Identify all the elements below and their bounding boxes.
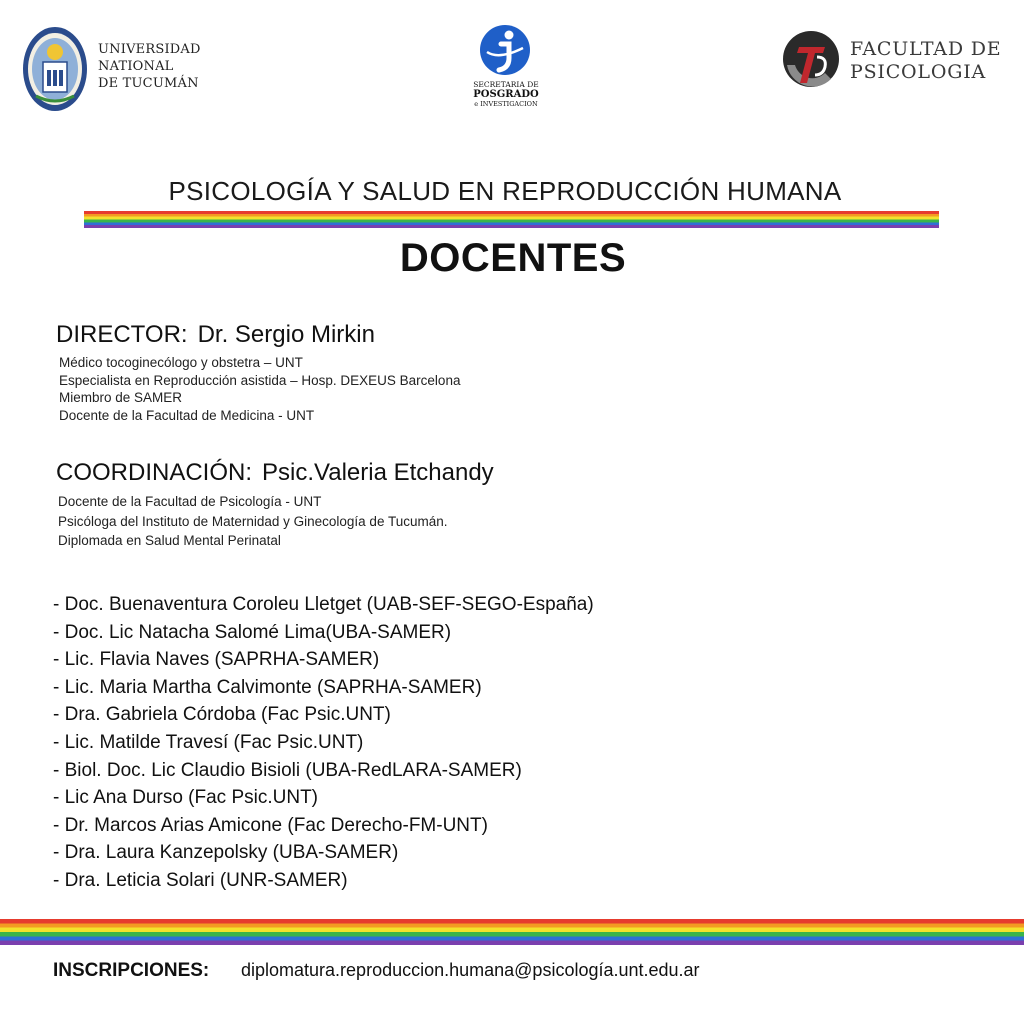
psicologia-name <box>850 38 1001 84</box>
teacher-item: - Lic. Maria Martha Calvimonte (SAPRHA-SAMER) <box>53 676 482 698</box>
director-credential: Especialista en Reproducción asistida – Hosp. DEXEUS Barcelona <box>59 372 461 388</box>
coordination-credential: Psicóloga del Instituto de Maternidad y Ginecología de Tucumán. <box>58 513 448 529</box>
posgrado-name <box>466 80 546 108</box>
coordination-name: Psic.Valeria Etchandy <box>262 459 494 486</box>
teacher-item: - Dra. Laura Kanzepolsky (UBA-SAMER) <box>53 842 399 864</box>
posgrado-line-2: POSGRADO <box>473 89 539 100</box>
psicologia-line-2: PSICOLOGIA <box>850 61 987 83</box>
coordination-credentials <box>58 492 447 551</box>
unt-name <box>98 41 201 92</box>
director-credential: Médico tocoginecólogo y obstetra – UNT <box>59 355 303 370</box>
teacher-item: - Doc. Buenaventura Coroleu Lletget (UAB-SEF-SEGO-España) <box>53 594 594 615</box>
teacher-item: - Biol. Doc. Lic Claudio Bisioli (UBA-RedLARA-SAMER) <box>53 759 522 781</box>
rainbow-divider-top <box>84 211 939 228</box>
coordination-credential: Docente de la Facultad de Psicología - UNT <box>58 494 322 509</box>
director-heading <box>56 321 375 349</box>
teacher-item: - Dra. Gabriela Córdoba (Fac Psic.UNT) <box>53 704 391 726</box>
posgrado-line-3: e INVESTIGACION <box>474 100 538 108</box>
posgrado-logo <box>466 24 546 116</box>
registration-email[interactable]: diplomatura.reproduccion.humana@psicología.unt.edu.ar <box>241 960 700 980</box>
teacher-item: - Dr. Marcos Arias Amicone (Fac Derecho-FM-UNT) <box>53 814 488 836</box>
university-seal-icon <box>22 26 88 112</box>
unt-line-3: DE TUCUMÁN <box>98 76 199 91</box>
rainbow-divider-bottom <box>0 919 1024 945</box>
director-credential: Docente de la Facultad de Medicina - UNT <box>59 407 315 423</box>
unt-line-1: UNIVERSIDAD <box>98 42 201 57</box>
teacher-item: - Lic. Flavia Naves (SAPRHA-SAMER) <box>53 649 380 671</box>
director-credential: Miembro de SAMER <box>59 390 183 405</box>
teacher-item: - Lic Ana Durso (Fac Psic.UNT) <box>53 787 318 809</box>
teacher-item: - Dra. Leticia Solari (UNR-SAMER) <box>53 869 348 891</box>
teacher-list <box>53 591 594 895</box>
registration-label: INSCRIPCIONES: <box>53 960 210 981</box>
psicologia-logo-icon <box>781 29 841 89</box>
teacher-item: - Lic. Matilde Travesí (Fac Psic.UNT) <box>53 731 364 753</box>
page-title: DOCENTES <box>399 236 627 280</box>
posgrado-line-1: SECRETARIA DE <box>473 80 539 89</box>
program-subtitle: PSICOLOGÍA Y SALUD EN REPRODUCCIÓN HUMANA <box>168 176 842 206</box>
director-name: Dr. Sergio Mirkin <box>197 321 375 348</box>
coordination-label: COORDINACIÓN: <box>56 459 253 486</box>
director-label: DIRECTOR: <box>56 321 188 348</box>
psicologia-line-1: FACULTAD DE <box>850 38 1002 60</box>
teacher-item: - Doc. Lic Natacha Salomé Lima(UBA-SAMER) <box>53 621 452 643</box>
coordination-heading <box>56 459 494 487</box>
unt-line-2: NATIONAL <box>98 59 174 74</box>
director-credentials <box>59 354 460 424</box>
posgrado-logo-icon <box>479 24 531 76</box>
coordination-credential: Diplomada en Salud Mental Perinatal <box>58 533 281 548</box>
